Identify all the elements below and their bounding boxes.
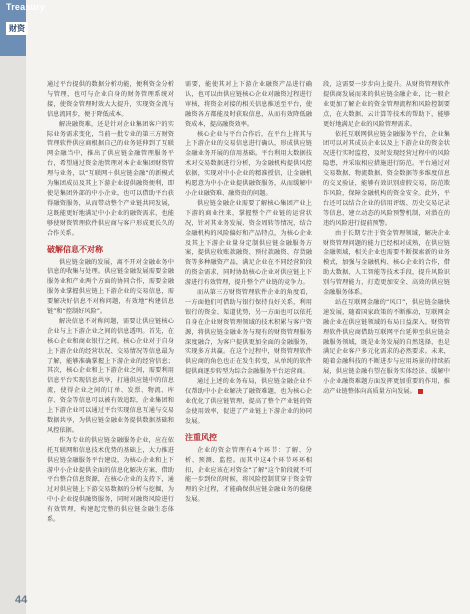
section-label-chinese: 财资 — [6, 22, 28, 35]
paragraph: 企业的资金管理有4个环节：了解、分析、预测、监控。而其中这4个环节环环相扣，企业应该在对资金“了解”这个阶段就不可能一步到位的时候，将风险控制贯穿于资金管理的全过程，才能确保供应链金融业务的稳健发展。 — [185, 446, 312, 504]
paragraph: 解决信息不对称问题，需要让供应链核心企业与上下游企业之间的信息透明。首先，在核心企业和商业银行之间，核心企业对于自身上下游企业的经营状况、交易情况等信息最为了解，能够准确掌握上下游企业的经营信息；其次，核心企业和上下游企业之间，需要利用信息平台实现信息共享，打通供应链中的信息流，使得企业之间的订单、发票、物流、库存、资金等信息可以被有效追踪，企业集团和上下游企业可以通过平台实现信息互通与交易数据共享，为供应链金融业务提供数据基础和风控依据。 — [47, 317, 174, 434]
paragraph: 段，这需要一步步向上提升。从财资管理软件提供商发展而来的供应链金融企业，比一般企业更加了解企业的资金管理流程和风险控制要点，在大数据、云计算等技术的帮助下，能够更好地满足企业的风险管理需求。 — [323, 81, 450, 128]
section-heading: 注重风控 — [185, 432, 217, 442]
section-sidebar — [0, 0, 26, 614]
text-column-3 — [323, 80, 450, 590]
paragraph: 核心企业与平台合作后，在平台上将其与上下游企业的交易信息进行确认，形成供应链金融业务开展的信用基础。平台利用大数据技术对交易数据进行分析，为金融机构提供风控依据，实现对中小企业的精准授信，让金融机构愿意为中小企业提供融资服务，从而缓解中小企业融资难、融资贵的问题。 — [185, 130, 312, 197]
paragraph: 而从第三方财资管理软件企业的角度看，一方面他们可借助与银行保持良好关系，利用银行的资金、渠道优势，另一方面也可以依托自身在企业财资管理领域的技术积累与客户资源，将供应链金融业务与现有的财资管理服务深度融合，为客户提供更加全面的金融服务，实现多方共赢。在这个过程中，财资管理软件供应商的角色也正在发生转变，从单纯的软件提供商逐步转型为综合金融服务平台运营商。 — [185, 289, 312, 376]
paragraph: 通过平台提供的数据分析功能，便利资金分析与管理，也可与企业自身的财务管理系统对接，使资金管理时效大大提升，实现资金流与信息流同步，便于降低成本。 — [47, 81, 174, 118]
paragraph: 供应链金融的发展，离不开对金融业务中信息的收集与处理。供应链金融发展需要金融服务业和产业两个方面的协同合作，需要金融服务业掌握供应链上下游企业的交易信息，需要解决好信息不对称问题，有效地“构建信息链”和“控制好风险”。 — [47, 258, 174, 316]
section-label — [6, 2, 46, 35]
paragraph: 站在互联网金融的“风口”，供应链金融快速发展，随着国家政策的不断推动，互联网金融企业在供应链领域的布局日益深入。财资管理软件供应商借助互联网平台延伸至供应链金融服务领域，既是业务发展的自然选择，也是满足企业客户多元化需求的必然要求。未来，随着金融科技的不断进步与应用场景的持续拓展，供应链金融有望在服务实体经济、缓解中小企业融资难题方面发挥更加重要的作用，推动产业链整体向高质量方向发展。 — [323, 298, 450, 396]
paragraph: 解决融资难，还是针对企业集团客户的实际业务需求变化，当前一批专业的第三方财资管理软件供应商根据自己的业务延伸到了互联网金融当中，推出了供应链金融管理服务平台，希望通过资金池管理对本企业集团财资管理与业务，以“互联网＋供应链金融”的新模式为集团成员及其上下游企业提供融资便利，即使是集团外部的中小企业，也可以借助平台获得融资服务，从而带动整个产业链共同发展，这既能更好地满足中小企业的融资需求，也能够使财资管理软件供应商与客户形成更长久的合作关系。 — [47, 120, 174, 237]
text-column-2 — [185, 80, 312, 590]
paragraph: 依托互联网供应链金融服务平台，企业集团可以对其成员企业以及上下游企业的资金状况进行实时监控，及时发现经营过程中的风险隐患，并采取相应措施进行防范。平台通过对交易数据、物流数据、资金数据等多维度信息的交叉验证，能够有效识别虚假交易，防范欺诈风险，保障金融机构的资金安全。此外，平台还可以结合企业的信用评级、历史交易记录等信息，建立动态的风险预警机制，对潜在的违约风险进行提前预警。 — [323, 130, 450, 227]
section-heading: 破解信息不对称 — [47, 244, 103, 254]
section-label-english: Treasury — [6, 2, 46, 12]
paragraph: 由于长期专注于资金管理领域，解决企业财资管理问题的能力已经相对成熟，在供应链金融领域，相关企业也需要不断探索新的业务模式，加强与金融机构、核心企业的合作，借助大数据、人工智能等技术手段，提升风险识别与管理能力，打造更加安全、高效的供应链金融服务体系。 — [323, 229, 450, 297]
page-number: 44 — [15, 594, 28, 606]
end-of-article-mark — [418, 389, 423, 394]
paragraph: 通过上述的业务布局，供应链金融企业不仅帮助中小企业解决了融资难题，也为核心企业优化了供应链管理，提高了整个产业链的资金使用效率，促进了产业链上下游企业的协同发展。 — [185, 378, 312, 425]
paragraph: 需要，能使其对上下游企业融资产品进行确认，也可以由供应链核心企业对融资过程进行审核，将资金对接的相关信息推送至平台，使融资各方都能及时获取信息，从而有效降低融资成本，提高融资效率。 — [185, 81, 312, 128]
text-column-1 — [47, 80, 174, 590]
paragraph: 供应链金融企业需要了解核心集团产业上下游的商业往来，掌握整个产业链的运营状况，针对其业务发展、资金周转等情况，结合金融机构的风险偏好和产品特点，为核心企业及其上下游企业量身定制供应链金融服务方案，提供应收账款融资、预付款融资、存货融资等多种融资产品，满足企业在不同经营阶段的资金需求，同时协助核心企业对供应链上下游进行有效管理，提升整个产业链的竞争力。 — [185, 199, 312, 287]
paragraph: 作为专业的供应链金融服务企业，应在依托互联网和信息技术优势的基础上，大力推进供应链金融服务平台建设，为核心企业和上下游中小企业提供全面的信息化解决方案，借助平台整合信息资源，在核心企业的支持下，通过对供应链上下游交易数据的分析与挖掘，为中小企业提供融资服务，同时对融资风险进行有效管理，构建起完整的供应链金融生态体系。 — [47, 436, 174, 524]
